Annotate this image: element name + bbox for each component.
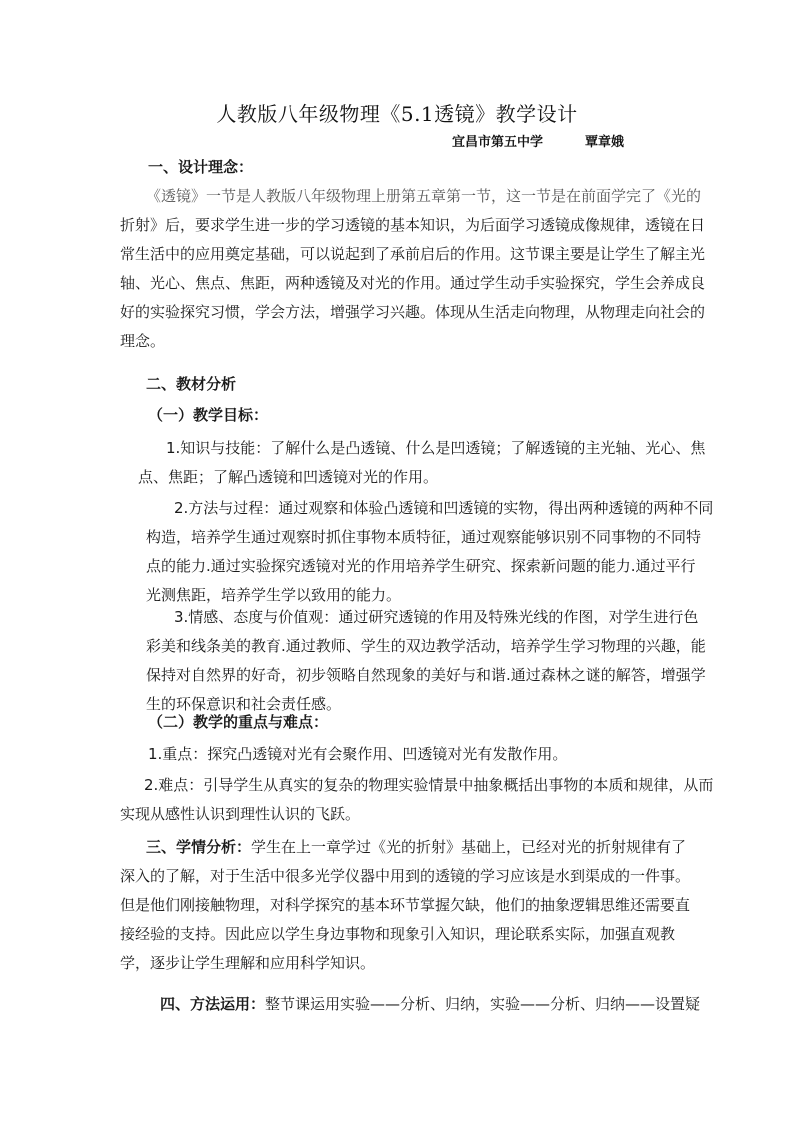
objective-emotion — [146, 603, 706, 719]
paragraph-line: 彩美和线条美的教育.通过教师、学生的双边教学活动，培养学生学习物理的兴趣，能 — [146, 637, 706, 655]
paragraph-line: 理念。 — [120, 332, 166, 350]
section3-heading: 三、学情分析： — [146, 838, 252, 856]
paragraph-line: 折射》后，要求学生进一步的学习透镜的基本知识，为后面学习透镜成像规律，透镜在日 — [120, 216, 706, 234]
paragraph-line: 光测焦距，培养学生学以致用的能力。 — [146, 586, 402, 604]
paragraph-line: 好的实验探究习惯，学会方法，增强学习兴趣。体现从生活走向物理，从物理走向社会的 — [120, 303, 706, 321]
paragraph-line: 1.知识与技能：了解什么是凸透镜、什么是凹透镜；了解透镜的主光轴、光心、焦 — [166, 439, 706, 457]
paragraph-line: 3.情感、态度与价值观：通过研究透镜的作用及特殊光线的作图，对学生进行色 — [174, 608, 699, 626]
paragraph-line: 但是他们刚接触物理，对科学探究的基本环节掌握欠缺，他们的抽象逻辑思维还需要直 — [120, 896, 691, 914]
paragraph-line: 保持对自然界的好奇，初步领略自然现象的美好与和谐.通过森林之谜的解答，增强学 — [146, 666, 706, 684]
author-line — [452, 131, 624, 150]
paragraph-line: 2.难点：引导学生从真实的复杂的物理实验情景中抽象概括出事物的本质和规律，从而 — [144, 776, 714, 794]
paragraph-line: 点、焦距；了解凸透镜和凹透镜对光的作用。 — [138, 468, 439, 486]
section3-body — [120, 833, 690, 978]
author-school: 宜昌市第五中学 — [452, 135, 544, 150]
paragraph-line — [120, 833, 690, 862]
objective-knowledge — [138, 434, 705, 492]
paragraph-line: 常生活中的应用奠定基础，可以说起到了承前启后的作用。这节课主要是让学生了解主光 — [120, 245, 706, 263]
objective-method — [146, 494, 713, 610]
paragraph-line: 学，逐步让学生理解和应用科学知识。 — [120, 954, 376, 972]
section3-first-line: 学生在上一章学过《光的折射》基础上，已经对光的折射规律有了 — [251, 838, 687, 856]
paragraph-line: 《透镜》一节是人教版八年级物理上册第五章第一节，这一节是在前面学完了《光的 — [146, 187, 702, 205]
section4-first-line: 整节课运用实验——分析、归纳，实验——分析、归纳——设置疑 — [265, 995, 701, 1013]
paragraph-line: 接经验的支持。因此应以学生身边事物和现象引入知识，理论联系实际，加强直观教 — [120, 925, 676, 943]
key-point: 1.重点：探究凸透镜对光有会聚作用、凹透镜对光有发散作用。 — [148, 745, 568, 763]
section4-body — [160, 990, 700, 1019]
section1-body — [120, 182, 705, 356]
difficulty-point — [120, 771, 713, 829]
paragraph-line: 实现从感性认识到理性认识的飞跃。 — [120, 805, 361, 823]
section4-heading: 四、方法运用： — [160, 995, 266, 1013]
paragraph-line: 生的环保意识和社会责任感。 — [146, 695, 342, 713]
paragraph-line: 2.方法与过程：通过观察和体验凸透镜和凹透镜的实物，得出两种透镜的两种不同 — [174, 499, 714, 517]
section1-heading: 一、设计理念： — [148, 158, 254, 176]
section2-heading: 二、教材分析 — [146, 375, 237, 393]
paragraph-line: 点的能力.通过实验探究透镜对光的作用培养学生研究、探索新问题的能力.通过平行 — [146, 557, 696, 575]
paragraph-line: 轴、光心、焦点、焦距，两种透镜及对光的作用。通过学生动手实验探究，学生会养成良 — [120, 274, 706, 292]
paragraph-line: 深入的了解，对于生活中很多光学仪器中用到的透镜的学习应该是水到渠成的一件事。 — [120, 867, 691, 885]
author-name: 覃章娥 — [585, 135, 625, 150]
document-title: 人教版八年级物理《5.1透镜》教学设计 — [216, 102, 578, 126]
section2-sub2-heading: （二）教学的重点与难点： — [148, 713, 329, 731]
paragraph-line: 构造，培养学生通过观察时抓住事物本质特征，通过观察能够识别不同事物的不同特 — [146, 528, 702, 546]
section2-sub1-heading: （一）教学目标： — [148, 406, 269, 424]
